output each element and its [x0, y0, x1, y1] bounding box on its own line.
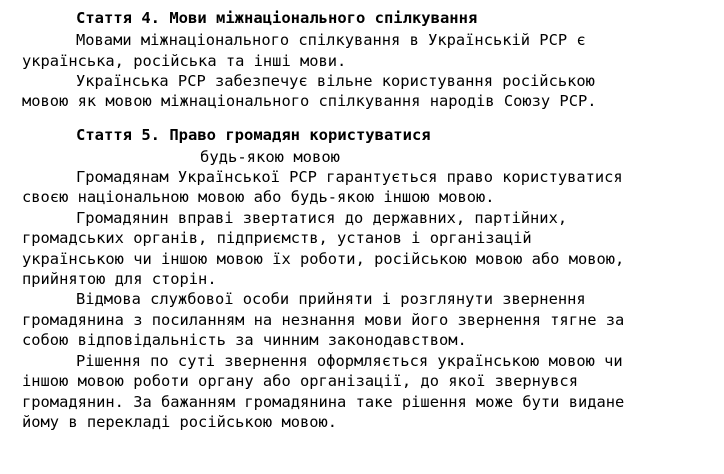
text-line: громадянин. За бажанням громадянина таке рішення може бути видане [22, 392, 625, 411]
text-line: своєю національною мовою або будь-якою іншою мовою. [22, 188, 495, 207]
text-line: українська, російська та інші мови. [22, 51, 347, 70]
text-line: Громадянин вправі звертатися до державних, партійних, [76, 208, 568, 227]
article-5-paragraph-1-cont [22, 187, 702, 207]
article-5-paragraph-4-cont [22, 392, 702, 412]
text-line: Рішення по суті звернення оформляється українською мовою чи [76, 351, 623, 370]
article-5-paragraph-3-cont [22, 310, 702, 330]
article-4-paragraph-1 [22, 30, 702, 50]
text-line: громадських органів, підприємств, установ і організацій [22, 229, 532, 248]
text-line: собою відповідальність за чинним законодавством. [22, 331, 467, 350]
article-5-number: Стаття 5. [76, 125, 160, 144]
article-5-paragraph-3 [22, 289, 702, 309]
article-5-paragraph-3-cont [22, 330, 702, 350]
article-5-paragraph-2-cont [22, 269, 702, 289]
article-4-title: Мови міжнаціонального спілкування [169, 9, 478, 27]
text-line: йому в перекладі російською мовою. [22, 412, 338, 431]
article-4-paragraph-1-cont [22, 51, 702, 71]
article-4-heading [22, 8, 702, 28]
text-line: українською чи іншою мовою їх роботи, російською мовою або мовою, [22, 249, 625, 268]
article-5-title-continuation: будь-якою мовою [200, 147, 340, 166]
article-4-paragraph-2 [22, 71, 702, 91]
article-4-paragraph-2-cont [22, 91, 702, 111]
article-5-title: Право громадян користуватися [169, 125, 431, 144]
article-5-paragraph-4-cont [22, 412, 702, 432]
article-5-paragraph-4-cont [22, 371, 702, 391]
article-5-paragraph-1 [22, 167, 702, 187]
text-line: громадянина з посиланням на незнання мови його звернення тягне за [22, 310, 625, 329]
text-line: прийнятою для сторін. [22, 270, 217, 289]
text-line: мовою як мовою міжнаціонального спілкування народів Союзу РСР. [22, 92, 597, 111]
article-4-number: Стаття 4. [76, 9, 160, 27]
text-line: Громадянам Української РСР гарантується право користуватися [76, 168, 623, 187]
article-5-paragraph-4 [22, 351, 702, 371]
text-line: Українська РСР забезпечує вільне користування російською [76, 71, 595, 90]
text-line: Мовами міжнаціонального спілкування в Українській РСР є [76, 31, 586, 50]
text-line: Відмова службової особи прийняти і розглянути звернення [76, 290, 586, 309]
text-line: іншою мовою роботи органу або організації, до якої звернувся [22, 372, 578, 391]
article-5-paragraph-2 [22, 208, 702, 228]
article-5-paragraph-2-cont [22, 249, 702, 269]
article-5-heading [22, 125, 702, 145]
article-5-paragraph-2-cont [22, 228, 702, 248]
